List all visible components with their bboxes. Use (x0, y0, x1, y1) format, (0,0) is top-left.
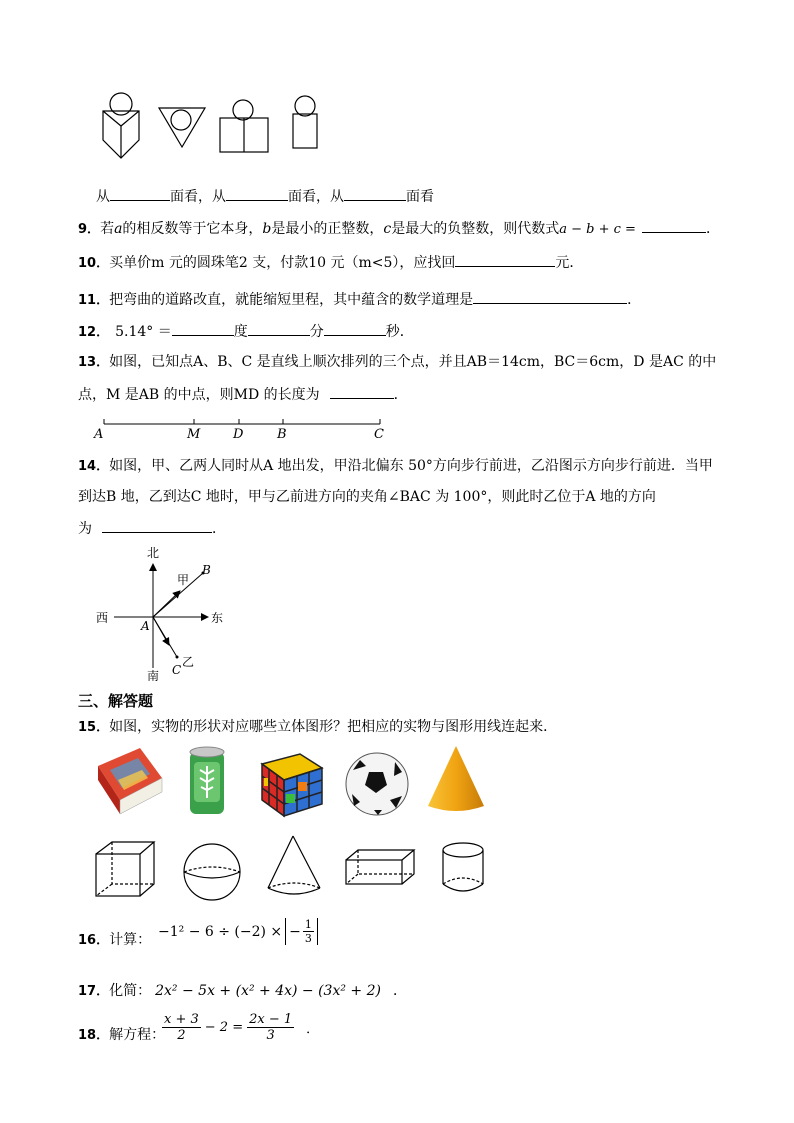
answer-blank[interactable] (110, 186, 170, 201)
view-text: 面看，从 (288, 189, 344, 205)
question-14-line3 (78, 518, 226, 539)
point-b-label: B (202, 563, 211, 577)
frac-num: x + 3 (164, 1012, 199, 1027)
point-label: C (374, 427, 384, 442)
answer-blank[interactable] (324, 321, 386, 336)
east-label: 东 (211, 611, 224, 625)
cone-shape (268, 836, 320, 894)
q16-expression (158, 918, 318, 945)
solids-row (90, 834, 500, 904)
answer-blank[interactable] (473, 289, 627, 304)
question-15: 15．如图，实物的形状对应哪些立体图形？把相应的实物与图形用线连起来． (78, 719, 558, 735)
south-label: 南 (147, 669, 160, 682)
q15-text: 如图，实物的形状对应哪些立体图形？把相应的实物与图形用线连起来． (109, 719, 558, 735)
number-line-figure (90, 414, 400, 444)
q12-sec: 秒． (385, 324, 414, 340)
answer-blank[interactable] (344, 186, 406, 201)
fraction (303, 918, 314, 945)
question-17: 17．化简： 2x² − 5x + (x² + 4x) − (3x² + 2) ． (78, 983, 407, 999)
view-direction-row (96, 186, 434, 207)
answer-blank[interactable] (455, 252, 555, 267)
q10-text: 买单价m 元的圆珠笔2 支，付款10 元（m<5），应找回 (109, 255, 456, 271)
q17-label: 化简： (109, 983, 152, 999)
answer-blank[interactable] (102, 518, 212, 533)
view-text: 从 (96, 189, 110, 205)
top-view-figure (159, 108, 205, 147)
arrow-jia (153, 591, 180, 617)
q18-label: 解方程： (109, 1027, 166, 1043)
q11-text: 把弯曲的道路改直，就能缩短里程，其中蕴含的数学道理是 (109, 292, 474, 308)
absolute-value: − $\frac{1}{3}$ (285, 918, 318, 945)
question-14-line1: 14．如图，甲、乙两人同时从A 地出发，甲沿北偏东 50°方向步行前进，乙沿图示方向步行前进．当甲 (78, 458, 713, 474)
view-text: 面看，从 (170, 189, 226, 205)
book-image (98, 748, 162, 814)
question-number: 11 (78, 293, 97, 308)
origin-label: A (141, 619, 150, 633)
side-view-figure-2 (293, 96, 317, 148)
question-number: 15 (78, 720, 97, 735)
question-number: 14 (78, 459, 97, 474)
question-number: 13 (78, 355, 97, 370)
north-label: 北 (147, 546, 160, 560)
q16-label: 计算： (109, 932, 152, 948)
jia-label: 甲 (177, 573, 190, 587)
question-13-line2 (78, 384, 408, 405)
var-c: c (383, 221, 392, 237)
frac-den: 2 (177, 1028, 186, 1043)
q17-expression: 2x² − 5x + (x² + 4x) − (3x² + 2) (155, 983, 381, 999)
question-16: 16．计算： (78, 932, 152, 948)
q13-text: 如图，已知点A、B、C 是直线上顺次排列的三个点，并且AB＝14cm，BC＝6cm，D 是AC 的中 (109, 354, 717, 370)
q13-text: 点，M 是AB 的中点，则MD 的长度为 (78, 387, 320, 403)
q14-end: ． (212, 521, 226, 537)
sphere-shape (184, 844, 240, 900)
q12-deg: 度 (233, 324, 248, 340)
var-b: b (262, 221, 272, 237)
q18-equation (162, 1012, 319, 1043)
answer-blank[interactable] (642, 218, 706, 233)
question-14-line2 (78, 487, 656, 507)
cube-shape (96, 842, 154, 896)
rubik-cube-image (262, 754, 322, 816)
answer-blank[interactable] (248, 321, 310, 336)
question-10: 10．买单价m 元的圆珠笔2 支，付款10 元（m<5），应找回 元． (78, 252, 583, 274)
q14-text: 为 (78, 521, 92, 537)
point-label: M (187, 427, 201, 442)
q12-text: 5.14° ＝ (115, 324, 172, 340)
q9-text: 是最大的负整数，则代数式 (391, 221, 560, 237)
cylinder-shape (443, 843, 483, 891)
q9-text: 是最小的正整数， (271, 221, 384, 237)
question-number: 18 (78, 1028, 97, 1043)
frac-den: 3 (304, 932, 312, 945)
question-9: 9．若a的相反数等于它本身，b是最小的正整数，c是最大的负整数，则代数式a − b + c = ． (78, 218, 720, 240)
question-12: 12． 5.14° ＝ 度 分 秒． (78, 321, 414, 343)
q10-end: 元． (555, 255, 584, 271)
frac-den: 3 (266, 1028, 275, 1043)
answer-blank[interactable] (330, 384, 394, 399)
question-number: 9 (78, 222, 88, 237)
q18-mid: − 2 = (204, 1020, 244, 1035)
compass-figure (92, 544, 232, 682)
point-label: B (277, 427, 287, 442)
front-view-figure (103, 93, 139, 158)
yi-label: 乙 (182, 655, 195, 669)
q14-text: 如图，甲、乙两人同时从A 地出发，甲沿北偏东 50°方向步行前进，乙沿图示方向步行前进．当甲 (109, 458, 713, 474)
question-11: 11．把弯曲的道路改直，就能缩短里程，其中蕴含的数学道理是 ． (78, 289, 641, 311)
arrow-yi (153, 617, 169, 645)
three-view-figures (95, 90, 335, 162)
question-number: 10 (78, 256, 97, 271)
view-text: 面看 (406, 189, 434, 205)
question-number: 12 (78, 325, 97, 340)
question-number: 16 (78, 933, 97, 948)
can-image (190, 747, 224, 814)
question-18: 18．解方程： (78, 1027, 166, 1043)
answer-blank[interactable] (226, 186, 288, 201)
point-c-label: C (172, 663, 182, 677)
question-number: 17 (78, 984, 97, 999)
q16-expr-text: −1² − 6 ÷ (−2) × (158, 923, 283, 940)
q9-text: 若 (100, 221, 115, 237)
left-fraction (162, 1012, 201, 1043)
soccer-ball-image (346, 753, 408, 815)
point-label: A (94, 427, 104, 442)
q17-end: ． (392, 983, 407, 999)
q9-end: ． (705, 221, 720, 237)
q9-text: 的相反数等于它本身， (122, 221, 263, 237)
frac-num: 1 (304, 918, 312, 931)
side-view-figure-1 (220, 100, 268, 152)
question-13-line1: 13．如图，已知点A、B、C 是直线上顺次排列的三个点，并且AB＝14cm，BC＝6cm，D 是AC 的中 (78, 354, 717, 370)
west-label: 西 (96, 611, 109, 625)
cone-image (428, 746, 484, 811)
frac-num: 2x − 1 (249, 1012, 293, 1027)
q13-end: ． (393, 387, 408, 403)
q14-text: 到达B 地，乙到达C 地时，甲与乙前进方向的夹角∠BAC 为 100°，则此时乙位于A 地的方向 (78, 489, 656, 505)
q9-expression: a − b + c = (559, 222, 636, 237)
cuboid-shape (346, 850, 414, 884)
section-heading: 三、解答题 (78, 692, 154, 710)
point-label: D (233, 427, 244, 442)
objects-row (90, 742, 500, 822)
right-fraction (247, 1012, 294, 1043)
q18-end: ． (306, 1022, 320, 1037)
q11-end: ． (627, 292, 642, 308)
answer-blank[interactable] (172, 321, 234, 336)
q12-min: 分 (309, 324, 324, 340)
var-a: a (114, 221, 123, 237)
